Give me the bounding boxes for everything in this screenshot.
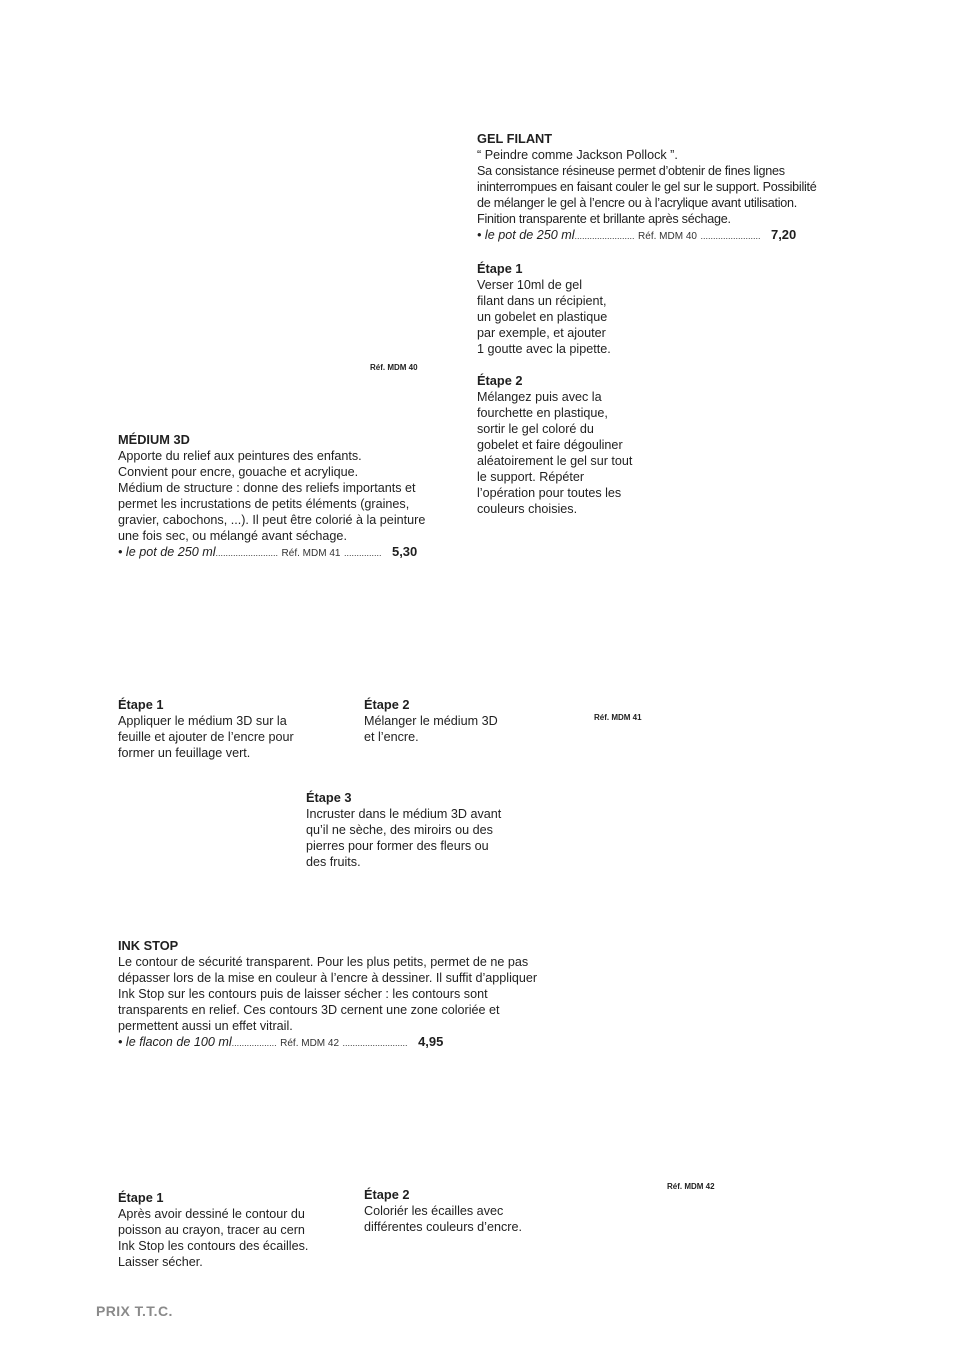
ink-stop-line: transparents en relief. Ces contours 3D cernent une zone coloriée et <box>118 1003 500 1017</box>
step-line: filant dans un récipient, <box>477 294 607 308</box>
medium-3d-step-1 <box>118 697 338 761</box>
product-reference: Réf. MDM 40 <box>638 231 697 242</box>
step-line: des fruits. <box>306 855 361 869</box>
medium-3d-price-line <box>118 544 468 562</box>
medium-3d-line: une fois sec, ou mélangé avant séchage. <box>118 529 347 543</box>
medium-3d-line: Médium de structure : donne des reliefs importants et <box>118 481 416 495</box>
ink-stop-price-line <box>118 1034 598 1052</box>
product-format: • le pot de 250 ml <box>118 545 216 559</box>
step-line: et l’encre. <box>364 730 419 744</box>
step-title: Étape 1 <box>118 1190 164 1205</box>
step-line: Ink Stop les contours des écailles. <box>118 1239 309 1253</box>
step-line: feuille et ajouter de l’encre pour <box>118 730 294 744</box>
ink-stop-line: permettent aussi un effet vitrail. <box>118 1019 293 1033</box>
step-line: différentes couleurs d’encre. <box>364 1220 522 1234</box>
step-title: Étape 1 <box>477 261 523 276</box>
step-title: Étape 3 <box>306 790 352 805</box>
ink-stop-line: Le contour de sécurité transparent. Pour les plus petits, permet de ne pas <box>118 955 529 969</box>
gel-filant-line: ininterrompues en faisant couler le gel sur le support. Possibilité <box>477 180 817 194</box>
product-price: 4,95 <box>418 1034 444 1049</box>
step-line: poisson au crayon, tracer au cern <box>118 1223 305 1237</box>
leader-dots: ............... <box>343 548 382 558</box>
step-line: fourchette en plastique, <box>477 406 608 420</box>
leader-dots: ........................ <box>574 231 635 241</box>
gel-filant-step-1 <box>477 261 677 357</box>
step-line: gobelet et faire dégouliner <box>477 438 623 452</box>
step-line: le support. Répéter <box>477 470 585 484</box>
step-title: Étape 2 <box>477 373 523 388</box>
leader-dots: ........................ <box>700 231 761 241</box>
medium-3d-line: permet les incrustations de petits éléments (graines, <box>118 497 410 511</box>
ink-stop-line: Ink Stop sur les contours puis de laisser sécher : les contours sont <box>118 987 488 1001</box>
gel-filant-title: GEL FILANT <box>477 131 553 146</box>
gel-filant-description <box>477 131 857 245</box>
product-format: • le flacon de 100 ml <box>118 1035 232 1049</box>
product-price: 7,20 <box>770 227 797 242</box>
medium-3d-line: Apporte du relief aux peintures des enfants. <box>118 449 362 463</box>
step-line: aléatoirement le gel sur tout <box>477 454 633 468</box>
leader-dots: ......................... <box>215 548 279 558</box>
gel-filant-line: Finition transparente et brillante après séchage. <box>477 212 731 226</box>
gel-filant-price-line <box>477 227 857 245</box>
step-line: Mélanger le médium 3D <box>364 714 498 728</box>
step-line: couleurs choisies. <box>477 502 578 516</box>
step-line: Mélangez puis avec la <box>477 390 602 404</box>
step-line: former un feuillage vert. <box>118 746 251 760</box>
gel-filant-line: “ Peindre comme Jackson Pollock ”. <box>477 148 678 162</box>
medium-3d-line: gravier, cabochons, ...). Il peut être colorié à la peinture <box>118 513 426 527</box>
leader-dots: .......................... <box>342 1038 408 1048</box>
ink-stop-title: INK STOP <box>118 938 179 953</box>
leader-dots: .................. <box>231 1038 277 1048</box>
ink-stop-step-2 <box>364 1187 584 1235</box>
step-line: Verser 10ml de gel <box>477 278 583 292</box>
gel-filant-line: de mélanger le gel à l’encre ou à l’acrylique avant utilisation. <box>477 196 798 210</box>
medium-3d-description <box>118 432 468 562</box>
step-line: qu’il ne sèche, des miroirs ou des <box>306 823 493 837</box>
step-line: Coloriér les écailles avec <box>364 1204 504 1218</box>
medium-3d-line: Convient pour encre, gouache et acrylique. <box>118 465 359 479</box>
ink-stop-description <box>118 938 598 1052</box>
product-reference: Réf. MDM 41 <box>281 548 341 559</box>
step-line: Incruster dans le médium 3D avant <box>306 807 502 821</box>
step-line: Laisser sécher. <box>118 1255 203 1269</box>
step-line: l’opération pour toutes les <box>477 486 622 500</box>
ink-stop-line: dépasser lors de la mise en couleur à l’encre à dessiner. Il suffit d’appliquer <box>118 971 538 985</box>
medium-3d-step-3 <box>306 790 546 870</box>
image-reference-label: Réf. MDM 40 <box>370 363 418 372</box>
medium-3d-title: MÉDIUM 3D <box>118 432 190 447</box>
product-format: • le pot de 250 ml <box>477 228 575 242</box>
step-title: Étape 1 <box>118 697 164 712</box>
gel-filant-line: Sa consistance résineuse permet d’obtenir de fines lignes <box>477 164 785 178</box>
image-reference-label: Réf. MDM 42 <box>667 1182 715 1191</box>
price-note-footer: PRIX T.T.C. <box>96 1303 173 1319</box>
step-line: pierres pour former des fleurs ou <box>306 839 489 853</box>
image-reference-label: Réf. MDM 41 <box>594 713 642 722</box>
step-title: Étape 2 <box>364 697 410 712</box>
step-line: Appliquer le médium 3D sur la <box>118 714 287 728</box>
step-line: 1 goutte avec la pipette. <box>477 342 611 356</box>
step-line: sortir le gel coloré du <box>477 422 594 436</box>
product-price: 5,30 <box>391 544 418 559</box>
medium-3d-step-2 <box>364 697 564 745</box>
product-reference: Réf. MDM 42 <box>280 1038 340 1049</box>
step-title: Étape 2 <box>364 1187 410 1202</box>
step-line: Après avoir dessiné le contour du <box>118 1207 305 1221</box>
step-line: par exemple, et ajouter <box>477 326 606 340</box>
step-line: un gobelet en plastique <box>477 310 608 324</box>
ink-stop-step-1 <box>118 1190 358 1270</box>
gel-filant-step-2 <box>477 373 677 517</box>
